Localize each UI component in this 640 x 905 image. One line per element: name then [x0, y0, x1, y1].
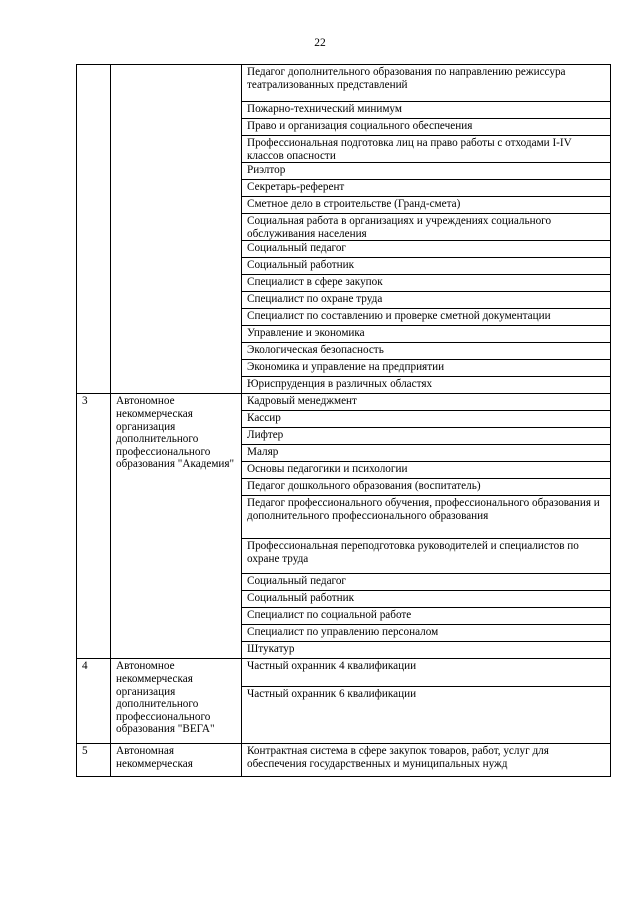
program-name: Штукатур — [242, 642, 611, 659]
row-number: 3 — [77, 394, 111, 659]
programs-table — [76, 64, 611, 777]
program-name: Профессиональная переподготовка руководителей и специалистов по охране труда — [242, 539, 611, 574]
program-name: Профессиональная подготовка лиц на право работы с отходами I-IV классов опасности — [242, 136, 611, 163]
page-number: 22 — [314, 37, 326, 49]
table-row — [77, 659, 611, 687]
organization-name: Автономное некоммерческая организация дополнительного профессионального образования "ВЕГА" — [111, 659, 242, 744]
program-name: Основы педагогики и психологии — [242, 462, 611, 479]
organization-name: Автономная некоммерческая — [111, 744, 242, 777]
table-row — [77, 744, 611, 777]
program-name: Пожарно-технический минимум — [242, 102, 611, 119]
program-name: Педагог профессионального обучения, профессионального образования и дополнительного профессионального образования — [242, 496, 611, 539]
program-name: Специалист по составлению и проверке сметной документации — [242, 309, 611, 326]
program-name: Юриспруденция в различных областях — [242, 377, 611, 394]
program-name: Контрактная система в сфере закупок товаров, работ, услуг для обеспечения государственных и муниципальных нужд — [242, 744, 611, 777]
program-name: Специалист в сфере закупок — [242, 275, 611, 292]
program-name: Риэлтор — [242, 163, 611, 180]
row-number: 5 — [77, 744, 111, 777]
program-name: Сметное дело в строительстве (Гранд-смета) — [242, 197, 611, 214]
table-row — [77, 65, 611, 102]
program-name: Право и организация социального обеспечения — [242, 119, 611, 136]
row-number — [77, 65, 111, 394]
program-name: Кассир — [242, 411, 611, 428]
organization-name: Автономное некоммерческая организация дополнительного профессионального образования "Академия" — [111, 394, 242, 659]
program-name: Частный охранник 4 квалификации — [242, 659, 611, 687]
organization-name — [111, 65, 242, 394]
program-name: Секретарь-референт — [242, 180, 611, 197]
program-name: Экономика и управление на предприятии — [242, 360, 611, 377]
program-name: Управление и экономика — [242, 326, 611, 343]
program-name: Педагог дошкольного образования (воспитатель) — [242, 479, 611, 496]
program-name: Кадровый менеджмент — [242, 394, 611, 411]
program-name: Специалист по управлению персоналом — [242, 625, 611, 642]
program-name: Специалист по охране труда — [242, 292, 611, 309]
program-name: Специалист по социальной работе — [242, 608, 611, 625]
program-name: Социальный педагог — [242, 241, 611, 258]
table-row — [77, 394, 611, 411]
program-name: Социальный педагог — [242, 574, 611, 591]
program-name: Социальная работа в организациях и учреждениях социального обслуживания населения — [242, 214, 611, 241]
programs-table-body — [77, 65, 611, 777]
program-name: Лифтер — [242, 428, 611, 445]
program-name: Частный охранник 6 квалификации — [242, 687, 611, 744]
program-name: Экологическая безопасность — [242, 343, 611, 360]
row-number: 4 — [77, 659, 111, 744]
program-name: Социальный работник — [242, 591, 611, 608]
program-name: Социальный работник — [242, 258, 611, 275]
program-name: Педагог дополнительного образования по направлению режиссура театрализованных представлений — [242, 65, 611, 102]
program-name: Маляр — [242, 445, 611, 462]
